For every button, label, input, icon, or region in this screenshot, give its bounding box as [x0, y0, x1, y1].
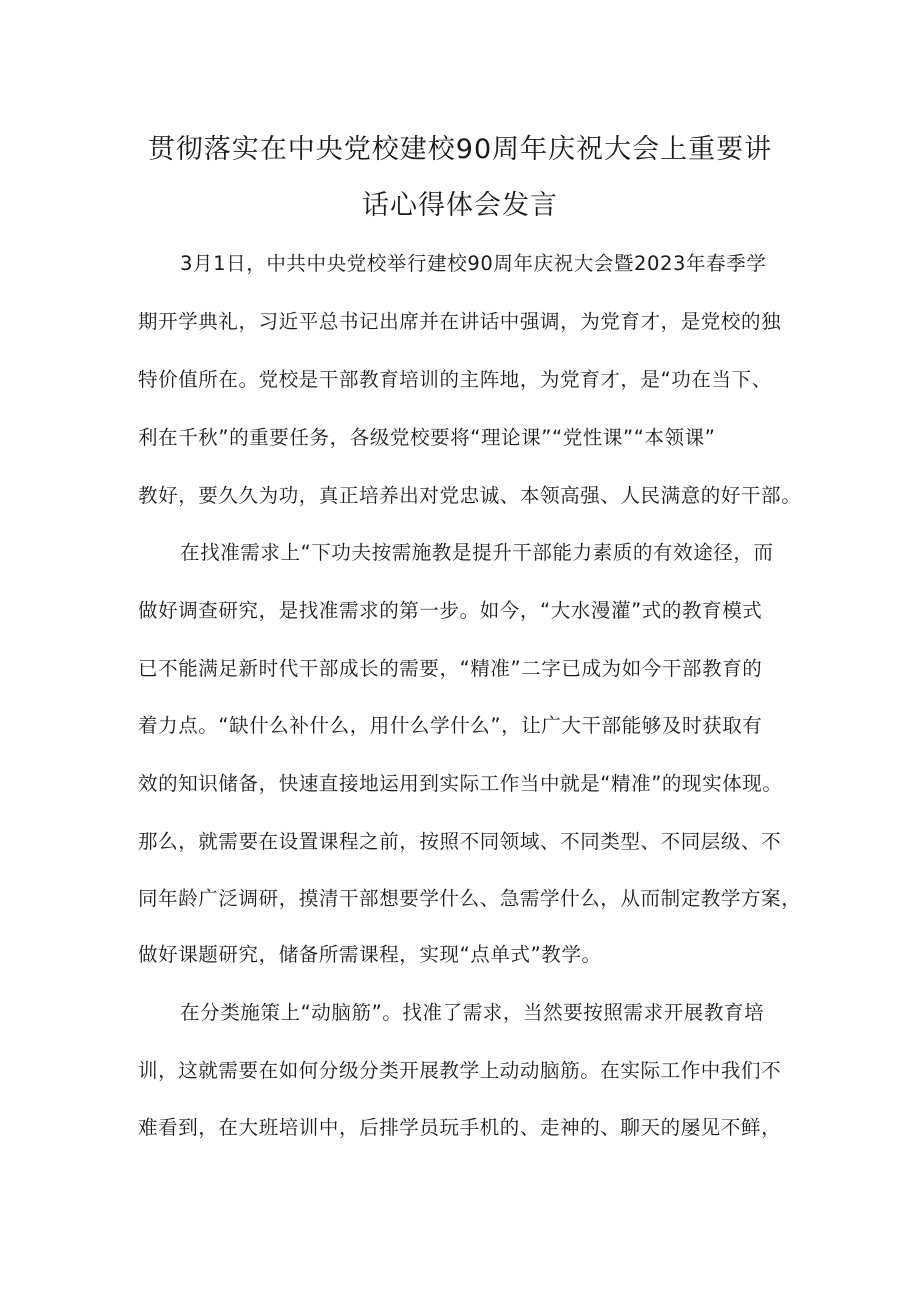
paragraph-3-line-3: 难看到，在大班培训中，后排学员玩手机的、走神的、聊天的屡见不鲜， — [138, 1116, 782, 1139]
document-title-line-1: 贯彻落实在中央党校建校90周年庆祝大会上重要讲 — [147, 134, 773, 165]
paragraph-3-line-1: 在分类施策上“动脑筋”。找准了需求，当然要按照需求开展教育培 — [180, 1001, 765, 1024]
paragraph-1-line-5: 教好，要久久为功，真正培养出对党忠诚、本领高强、人民满意的好干部。 — [138, 484, 802, 507]
paragraph-3-line-2: 训，这就需要在如何分级分类开展教学上动动脑筋。在实际工作中我们不 — [138, 1059, 782, 1082]
paragraph-1-line-1: 3月1日，中共中央党校举行建校90周年庆祝大会暨2023年春季学 — [180, 252, 767, 275]
paragraph-2-line-4: 着力点。“缺什么补什么，用什么学什么”，让广大干部能够及时获取有 — [138, 714, 763, 737]
paragraph-2-line-5: 效的知识储备，快速直接地运用到实际工作当中就是“精准”的现实体现。 — [138, 772, 783, 795]
paragraph-1-line-4: 利在千秋”的重要任务，各级党校要将“理论课”“党性课”“本领课” — [138, 426, 716, 449]
document-title-line-2: 话心得体会发言 — [362, 190, 558, 221]
paragraph-2-line-7: 同年龄广泛调研，摸清干部想要学什么、急需学什么，从而制定教学方案， — [138, 887, 802, 910]
paragraph-1-line-3: 特价值所在。党校是干部教育培训的主阵地，为党育才，是“功在当下、 — [138, 368, 772, 391]
paragraph-2-line-3: 已不能满足新时代干部成长的需要，“精准”二字已成为如今干部教育的 — [138, 657, 763, 680]
paragraph-2-line-2: 做好调查研究，是找准需求的第一步。如今，“大水漫灌”式的教育模式 — [138, 599, 763, 622]
paragraph-2-line-6: 那么，就需要在设置课程之前，按照不同领域、不同类型、不同层级、不 — [138, 830, 782, 853]
paragraph-1-line-2: 期开学典礼，习近平总书记出席并在讲话中强调，为党育才，是党校的独 — [138, 310, 782, 333]
paragraph-2-line-8: 做好课题研究，储备所需课程，实现“点单式”教学。 — [138, 943, 602, 966]
paragraph-2-line-1: 在找准需求上“下功夫按需施教是提升干部能力素质的有效途径，而 — [180, 541, 774, 564]
